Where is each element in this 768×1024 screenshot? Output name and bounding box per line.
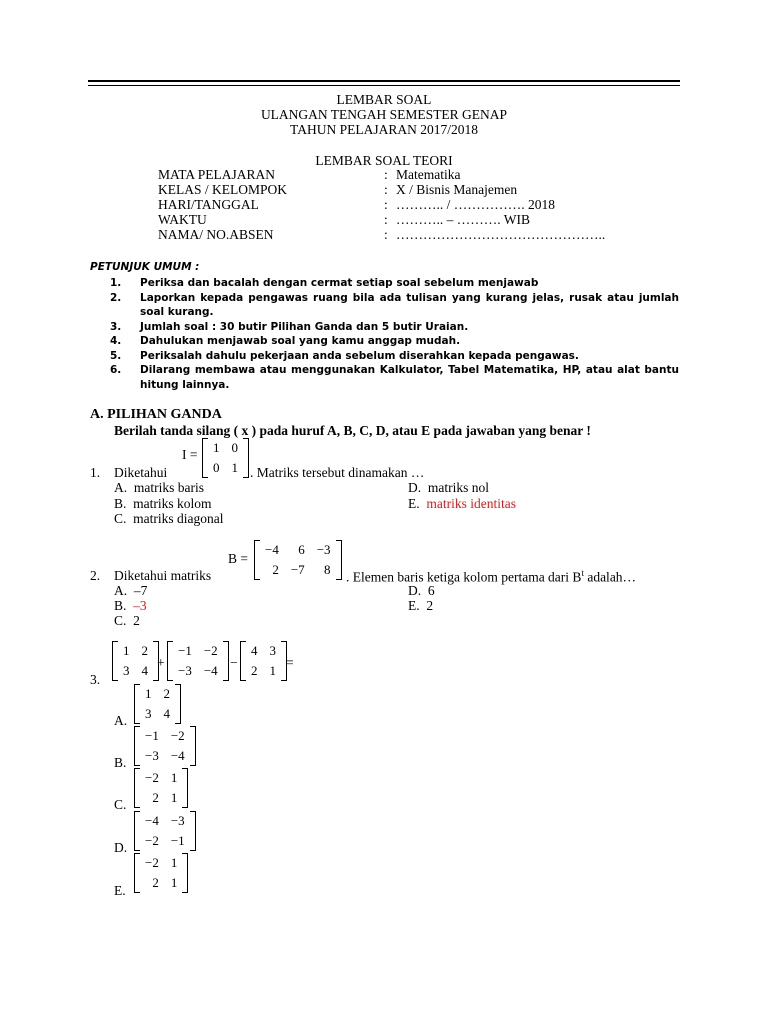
q3-option-c-letter[interactable]: C.: [114, 797, 127, 812]
transpose-superscript: t: [581, 568, 584, 578]
option-text-answer: –3: [133, 598, 147, 613]
matrix-cell: −4: [203, 663, 218, 678]
info-value-time: ……….. – ………. WIB: [396, 212, 530, 227]
q2-option-c[interactable]: [114, 613, 140, 629]
instruction-item: [110, 276, 679, 291]
option-text: matriks kolom: [133, 496, 212, 511]
matrix-cell: −2: [203, 643, 218, 658]
q3-matrix-1: [112, 641, 159, 681]
plus-operator: +: [157, 655, 165, 670]
instruction-item: [110, 363, 679, 392]
instruction-item: [110, 320, 679, 335]
instructions-list: [110, 276, 679, 392]
instruction-item: [110, 334, 679, 349]
option-letter: C.: [114, 511, 127, 526]
q3-option-d-letter[interactable]: D.: [114, 840, 128, 855]
q3-option-c-matrix[interactable]: [134, 768, 188, 808]
minus-operator: −: [230, 655, 238, 670]
matrix-cell: −3: [178, 663, 192, 678]
header-rule-thin: [88, 85, 680, 86]
instruction-number: 6.: [110, 364, 122, 376]
header-sheet-type: LEMBAR SOAL TEORI: [315, 153, 453, 168]
instruction-number: 1.: [110, 277, 122, 289]
info-label-name: NAMA/ NO.ABSEN: [158, 227, 274, 242]
matrix-cell: −2: [170, 728, 185, 743]
q2-option-e[interactable]: [408, 598, 433, 614]
matrix-cell: 4: [141, 663, 148, 678]
matrix-cell: −2: [145, 833, 159, 848]
q3-number: 3.: [90, 672, 101, 687]
matrix-cell: 2: [152, 790, 159, 805]
matrix-cell: 2: [163, 686, 170, 701]
info-label-class: KELAS / KELOMPOK: [158, 182, 288, 197]
option-letter: A.: [114, 583, 128, 598]
option-letter: D.: [408, 480, 422, 495]
matrix-cell: 2: [141, 643, 148, 658]
matrix-cell: 1: [145, 686, 152, 701]
matrix-cell: 1: [231, 460, 238, 475]
q2-option-b[interactable]: [114, 598, 147, 614]
matrix-cell: 1: [170, 790, 178, 805]
matrix-cell: −1: [178, 643, 192, 658]
q2-matrix: [254, 540, 342, 580]
instruction-item: [110, 349, 679, 364]
matrix-cell: 0: [213, 460, 220, 475]
q1-lead: Diketahui: [114, 465, 168, 480]
header-subtitle: ULANGAN TENGAH SEMESTER GENAP: [260, 107, 508, 122]
info-label-time: WAKTU: [158, 212, 207, 227]
q1-matrix: [202, 438, 249, 478]
matrix-cell: 2: [251, 663, 258, 678]
q1-option-e[interactable]: [408, 496, 516, 512]
info-value-subject: Matematika: [396, 167, 461, 182]
option-text-answer: matriks identitas: [426, 496, 516, 511]
instruction-text: Laporkan kepada pengawas ruang bila ada tulisan yang kurang jelas, rusak atau jumlah soal kurang.: [140, 291, 679, 318]
instruction-text: Periksa dan bacalah dengan cermat setiap soal sebelum menjawab: [140, 277, 539, 289]
matrix-cell: −7: [290, 562, 305, 577]
matrix-cell: 6: [298, 542, 305, 557]
option-text: 2: [426, 598, 434, 613]
matrix-cell: −3: [316, 542, 331, 557]
option-letter: E.: [408, 598, 420, 613]
q1-option-d[interactable]: [408, 480, 489, 496]
matrix-cell: 1: [269, 663, 276, 678]
option-text: 6: [427, 583, 435, 598]
matrix-cell: −1: [170, 833, 185, 848]
q3-matrix-2: [167, 641, 229, 681]
equals-sign: =: [286, 655, 294, 670]
info-label-subject: MATA PELAJARAN: [158, 167, 276, 182]
option-text: –7: [133, 583, 148, 598]
matrix-cell: 1: [170, 875, 178, 890]
q3-option-b-letter[interactable]: B.: [114, 755, 127, 770]
instruction-text: Dilarang membawa atau menggunakan Kalkulator, Tabel Matematika, HP, atau alat bantu hitung lainnya.: [140, 364, 679, 391]
instruction-text: Dahulukan menjawab soal yang kamu anggap mudah.: [140, 335, 461, 347]
section-title: A. PILIHAN GANDA: [90, 407, 222, 422]
instruction-text: Jumlah soal : 30 butir Pilihan Ganda dan 5 butir Uraian.: [140, 320, 469, 333]
q1-option-c[interactable]: [114, 511, 224, 527]
matrix-cell: −1: [145, 728, 159, 743]
info-sep: :: [384, 227, 388, 242]
option-letter: B.: [114, 598, 127, 613]
q2-question-text: . Elemen baris ketiga kolom pertama dari B: [346, 569, 582, 585]
option-letter: D.: [408, 583, 422, 598]
q3-option-e-letter[interactable]: E.: [114, 883, 126, 898]
q1-number: 1.: [90, 465, 101, 480]
header-year: TAHUN PELAJARAN 2017/2018: [290, 122, 478, 137]
section-instruction: Berilah tanda silang ( x ) pada huruf A, B, C, D, atau E pada jawaban yang benar !: [114, 423, 591, 438]
q3-option-b-matrix[interactable]: [134, 726, 196, 766]
option-letter: A.: [114, 480, 128, 495]
instruction-number: 3.: [110, 320, 122, 333]
info-value-class: X / Bisnis Manajemen: [396, 182, 518, 197]
q3-option-a-matrix[interactable]: [134, 684, 181, 724]
info-value-name: ………………………………………..: [396, 227, 606, 242]
matrix-cell: 1: [170, 855, 178, 870]
matrix-cell: −2: [145, 855, 159, 870]
instruction-item: [110, 291, 679, 320]
instruction-text: Periksalah dahulu pekerjaan anda sebelum diserahkan kepada pengawas.: [140, 349, 579, 362]
option-letter: C.: [114, 613, 127, 628]
q1-question: . Matriks tersebut dinamakan …: [250, 465, 425, 480]
info-sep: :: [384, 167, 388, 182]
option-letter: B.: [114, 496, 127, 511]
option-text: 2: [133, 613, 140, 628]
matrix-cell: 3: [145, 706, 152, 721]
matrix-cell: 4: [251, 643, 258, 658]
matrix-cell: 8: [324, 562, 331, 577]
q1-option-b[interactable]: [114, 496, 212, 512]
q2-lead: Diketahui matriks: [114, 568, 212, 583]
instruction-number: 4.: [110, 335, 122, 347]
info-sep: :: [384, 212, 388, 227]
matrix-cell: 2: [272, 562, 279, 577]
q2-question-end: adalah…: [583, 569, 637, 585]
q3-option-e-matrix[interactable]: [134, 853, 188, 893]
matrix-cell: 3: [269, 643, 276, 658]
matrix-cell: −3: [145, 748, 159, 763]
matrix-cell: 3: [123, 663, 130, 678]
q1-option-a[interactable]: [114, 480, 204, 496]
matrix-cell: −3: [170, 813, 185, 828]
matrix-cell: 1: [123, 643, 130, 658]
option-text: matriks baris: [133, 480, 204, 495]
q3-option-d-matrix[interactable]: [134, 811, 196, 851]
matrix-cell: −4: [170, 748, 185, 763]
matrix-cell: 2: [152, 875, 159, 890]
header-rule-thick: [88, 80, 680, 82]
matrix-cell: −2: [145, 770, 159, 785]
header-title: LEMBAR SOAL: [336, 92, 432, 107]
q1-matrix-label: I =: [182, 447, 198, 462]
instruction-number: 5.: [110, 349, 122, 362]
q3-option-a-letter[interactable]: A.: [114, 713, 128, 728]
q3-matrix-3: [240, 641, 287, 681]
instruction-number: 2.: [110, 291, 122, 304]
q2-number: 2.: [90, 568, 101, 583]
option-text: matriks diagonal: [133, 511, 224, 526]
q2-option-a[interactable]: [114, 583, 147, 599]
option-letter: E.: [408, 496, 420, 511]
option-text: matriks nol: [427, 480, 489, 495]
q2-matrix-label: B =: [228, 551, 248, 566]
q2-option-d[interactable]: [408, 583, 435, 599]
matrix-cell: 0: [231, 440, 238, 455]
matrix-cell: 1: [213, 440, 220, 455]
matrix-cell: 4: [163, 706, 170, 721]
q2-question: [346, 568, 636, 586]
instructions-title: PETUNJUK UMUM :: [90, 261, 200, 273]
matrix-cell: −4: [145, 813, 159, 828]
info-value-date: ……….. / ……………. 2018: [396, 197, 556, 212]
matrix-cell: −4: [265, 542, 279, 557]
matrix-cell: 1: [170, 770, 178, 785]
info-sep: :: [384, 182, 388, 197]
info-sep: :: [384, 197, 388, 212]
info-label-date: HARI/TANGGAL: [158, 197, 259, 212]
